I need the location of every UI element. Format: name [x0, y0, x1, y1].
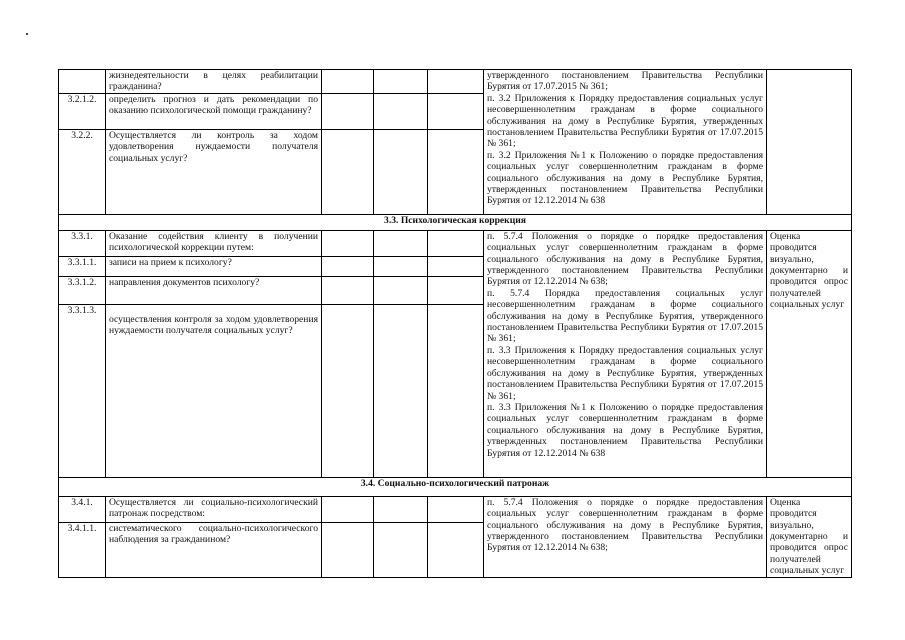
answer-yes-cell: [322, 304, 374, 477]
answer-na-cell: [428, 129, 484, 214]
legal-reference: п. 3.3 Приложения к Порядку предоставления социальных услуг несовершеннолетним гражданам в форме социального обслуживания на дому в Республике Бурятия, утвержденных постановлением Правительства Республики Бурятия от 17.07.2015 № 361;: [487, 344, 763, 402]
legal-reference: утвержденного постановлением Правительства Республики Бурятия от 17.07.2015 № 361;: [487, 70, 763, 93]
row-number: 3.4.1.: [59, 496, 106, 522]
answer-no-cell: [374, 523, 428, 578]
answer-na-cell: [428, 70, 484, 94]
answer-no-cell: [374, 496, 428, 522]
assessment-note: Оценка проводится визуально, документарно и проводится опрос получателей социальных услуг: [767, 496, 852, 577]
scan-speck: [26, 33, 28, 35]
answer-na-cell: [428, 496, 484, 522]
question-text: Оказание содействия клиенту в получении психологической коррекции путем:: [106, 230, 322, 256]
row-number: 3.4.1.1.: [59, 523, 106, 578]
row-number: 3.3.1.1.: [59, 256, 106, 276]
legal-reference: п. 3.2 Приложения №1 к Положению о порядке предоставления социальных услуг совершеннолетним гражданам в форме социального обслуживания на дому в Республике Бурятия, утвержденных постановлением Правительства Республики Бурятия от 12.12.2014 № 638: [487, 149, 763, 207]
question-text: Осуществляется ли социально-психологический патронаж посредством:: [106, 496, 322, 522]
answer-na-cell: [428, 93, 484, 129]
section-title: 3.4. Социально-психологический патронаж: [59, 477, 852, 496]
answer-yes-cell: [322, 496, 374, 522]
legal-basis-cell: [484, 230, 767, 477]
assessment-note: Оценка проводится визуально, документарно и проводится опрос получателей социальных услуг: [767, 230, 852, 477]
answer-no-cell: [374, 304, 428, 477]
answer-yes-cell: [322, 523, 374, 578]
legal-reference: п. 3.3 Приложения №1 к Положению о порядке предоставления социальных услуг совершеннолетним гражданам в форме социального обслуживания на дому в Республике Бурятия, утвержденных постановлением Правительства Республики Бурятия от 12.12.2014 № 638: [487, 401, 763, 459]
answer-yes-cell: [322, 230, 374, 256]
table-row: [59, 496, 852, 522]
question-text: направления документов психологу?: [106, 276, 322, 304]
answer-no-cell: [374, 93, 428, 129]
answer-no-cell: [374, 129, 428, 214]
section-title: 3.3. Психологическая коррекция: [59, 214, 852, 230]
question-text: Осуществляется ли контроль за ходом удовлетворения нуждаемости получателя социальных услуг?: [106, 129, 322, 214]
answer-na-cell: [428, 256, 484, 276]
answer-no-cell: [374, 230, 428, 256]
table-row: [59, 70, 852, 94]
section-header-row: [59, 477, 852, 496]
legal-reference: п. 3.2 Приложения к Порядку предоставления социальных услуг несовершеннолетним гражданам в форме социального обслуживания на дому в Республике Бурятия, утвержденных постановлением Правительства Республики Бурятия от 17.07.2015 № 361;: [487, 92, 763, 150]
row-number: 3.2.2.: [59, 129, 106, 214]
answer-yes-cell: [322, 93, 374, 129]
inspection-checklist-table: [58, 69, 852, 578]
note-cell: [767, 70, 852, 215]
legal-reference: п. 5.7.4 Порядка предоставления социальных услуг несовершеннолетним гражданам в форме социального обслуживания на дому в Республике Бурятия, утвержденного постановлением Правительства Республики Бурятия от 17.07.2015 № 361;: [487, 287, 763, 345]
answer-yes-cell: [322, 70, 374, 94]
row-number: 3.3.1.: [59, 230, 106, 256]
answer-yes-cell: [322, 129, 374, 214]
question-text: осуществления контроля за ходом удовлетворения нуждаемости получателя социальных услуг?: [106, 304, 322, 477]
answer-na-cell: [428, 276, 484, 304]
question-text: систематического социально-психологического наблюдения за гражданином?: [106, 523, 322, 578]
question-text: определить прогноз и дать рекомендации по оказанию психологической помощи гражданину?: [106, 93, 322, 129]
answer-na-cell: [428, 304, 484, 477]
legal-reference: п. 5.7.4 Положения о порядке о порядке предоставления социальных услуг совершеннолетним гражданам в форме социального обслуживания на дому в Республике Бурятия, утвержденного постановлением Правительства Республики Бурятия от 12.12.2014 № 638;: [487, 230, 763, 288]
answer-na-cell: [428, 523, 484, 578]
question-text: жизнедеятельности в целях реабилитации гражданина?: [106, 70, 322, 94]
answer-no-cell: [374, 256, 428, 276]
row-number: 3.3.1.2.: [59, 276, 106, 304]
row-number: 3.2.1.2.: [59, 93, 106, 129]
answer-yes-cell: [322, 256, 374, 276]
section-header-row: [59, 214, 852, 230]
answer-no-cell: [374, 70, 428, 94]
row-number: [59, 70, 106, 94]
legal-basis-cell: п. 5.7.4 Положения о порядке о порядке предоставления социальных услуг совершеннолетним гражданам в форме социального обслуживания на дому в Республике Бурятия, утвержденного постановлением Правительства Республики Бурятия от 12.12.2014 № 638;: [484, 496, 767, 577]
row-number: 3.3.1.3.: [59, 304, 106, 477]
answer-no-cell: [374, 276, 428, 304]
answer-na-cell: [428, 230, 484, 256]
question-text: записи на прием к психологу?: [106, 256, 322, 276]
answer-yes-cell: [322, 276, 374, 304]
legal-basis-cell: [484, 70, 767, 215]
table-row: [59, 230, 852, 256]
